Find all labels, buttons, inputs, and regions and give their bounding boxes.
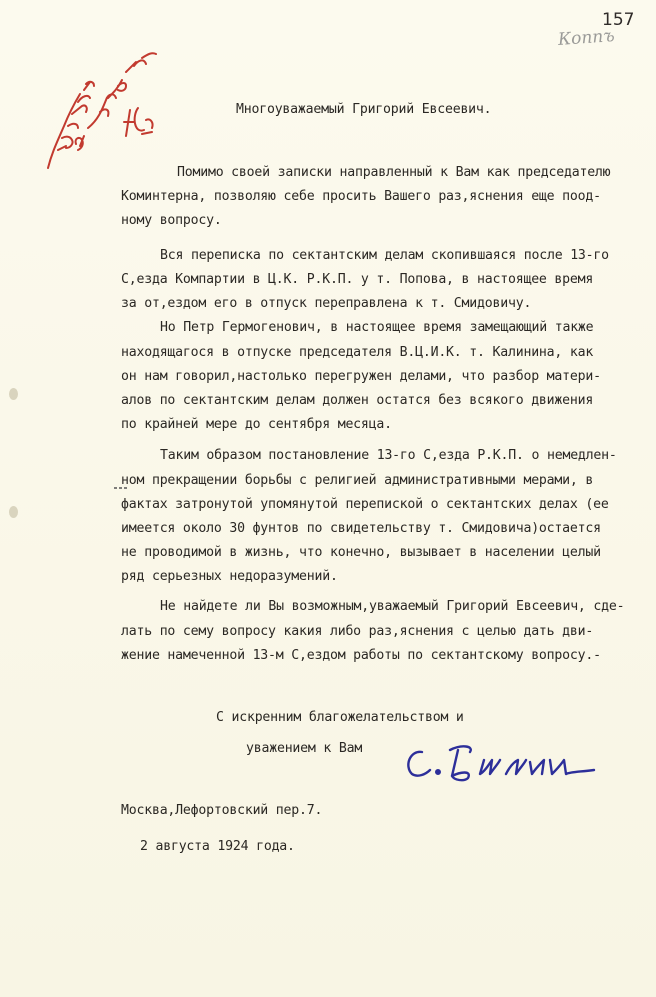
body-line: за от,ездом его в отпуск переправлена к т. Смидовичу. <box>121 296 532 311</box>
body-line: жение намеченной 13-м С,ездом работы по сектантскому вопросу.- <box>121 648 601 663</box>
body-line: фактах затронутой упомянутой перепиской о сектантских делах (ее <box>121 497 609 512</box>
body-line: по крайней мере до сентября месяца. <box>121 417 392 432</box>
body-line: он нам говорил,настолько перегружен делами, что разбор матери- <box>121 369 601 384</box>
closing-line-1: С искренним благожелательством и <box>216 710 464 725</box>
body-line: С,езда Компартии в Ц.К. Р.К.П. у т. Попова, в настоящее время <box>121 272 594 287</box>
body-line: ряд серьезных недоразумений. <box>121 569 338 584</box>
body-line: ному вопросу. <box>121 213 222 228</box>
greeting: Многоуважаемый Григорий Евсеевич. <box>236 102 492 117</box>
handwritten-resolution <box>38 40 168 170</box>
page-number: 157 <box>602 10 635 30</box>
resolution-line2: Р. Смидович <box>44 40 51 41</box>
closing-line-2: уважением к Вам <box>246 741 363 756</box>
archive-pencil-mark: Коппъ <box>557 26 616 50</box>
resolution-line1: Коминтерн <box>38 40 44 41</box>
letter-date: 2 августа 1924 года. <box>140 839 295 854</box>
body-line: алов по сектантским делам должен остатся без всякого движения <box>121 393 594 408</box>
body-line: ном прекращении борьбы с религией административными мерами, в <box>121 473 594 488</box>
body-line: Таким образом постановление 13-го С,езда Р.К.П. о немедлен- <box>160 448 617 463</box>
body-line: имеется около 30 фунтов по свидетельству т. Смидовича)остается <box>121 521 601 536</box>
body-line: Не найдете ли Вы возможным,уважаемый Григорий Евсеевич, сде- <box>160 599 625 614</box>
sender-address: Москва,Лефортовский пер.7. <box>121 803 323 818</box>
svg-text:Коминтерн Р. Смидович <box>38 40 55 41</box>
body-line: Помимо своей записки направленный к Вам как председателю <box>177 165 611 180</box>
signature-text: С. Булыгин <box>400 736 407 737</box>
body-line: Вся переписка по сектантским делам скопившаяся после 13-го <box>160 248 609 263</box>
binder-hole <box>9 388 18 400</box>
pencil-tick-mark <box>113 485 129 491</box>
resolution-initials: И. Ст. <box>51 40 55 41</box>
binder-hole <box>9 506 18 518</box>
body-line: находящагося в отпуске председателя В.Ц.И.К. т. Калинина, как <box>121 345 594 360</box>
body-line: Но Петр Гермогенович, в настоящее время замещающий также <box>160 320 594 335</box>
handwritten-signature <box>400 736 600 788</box>
body-line: лать по сему вопросу какия либо раз,яснения с целью дать дви- <box>121 624 594 639</box>
body-line: не проводимой в жизнь, что конечно, вызывает в населении целый <box>121 545 601 560</box>
body-line: Коминтерна, позволяю себе просить Вашего раз,яснения еще поод- <box>121 189 601 204</box>
